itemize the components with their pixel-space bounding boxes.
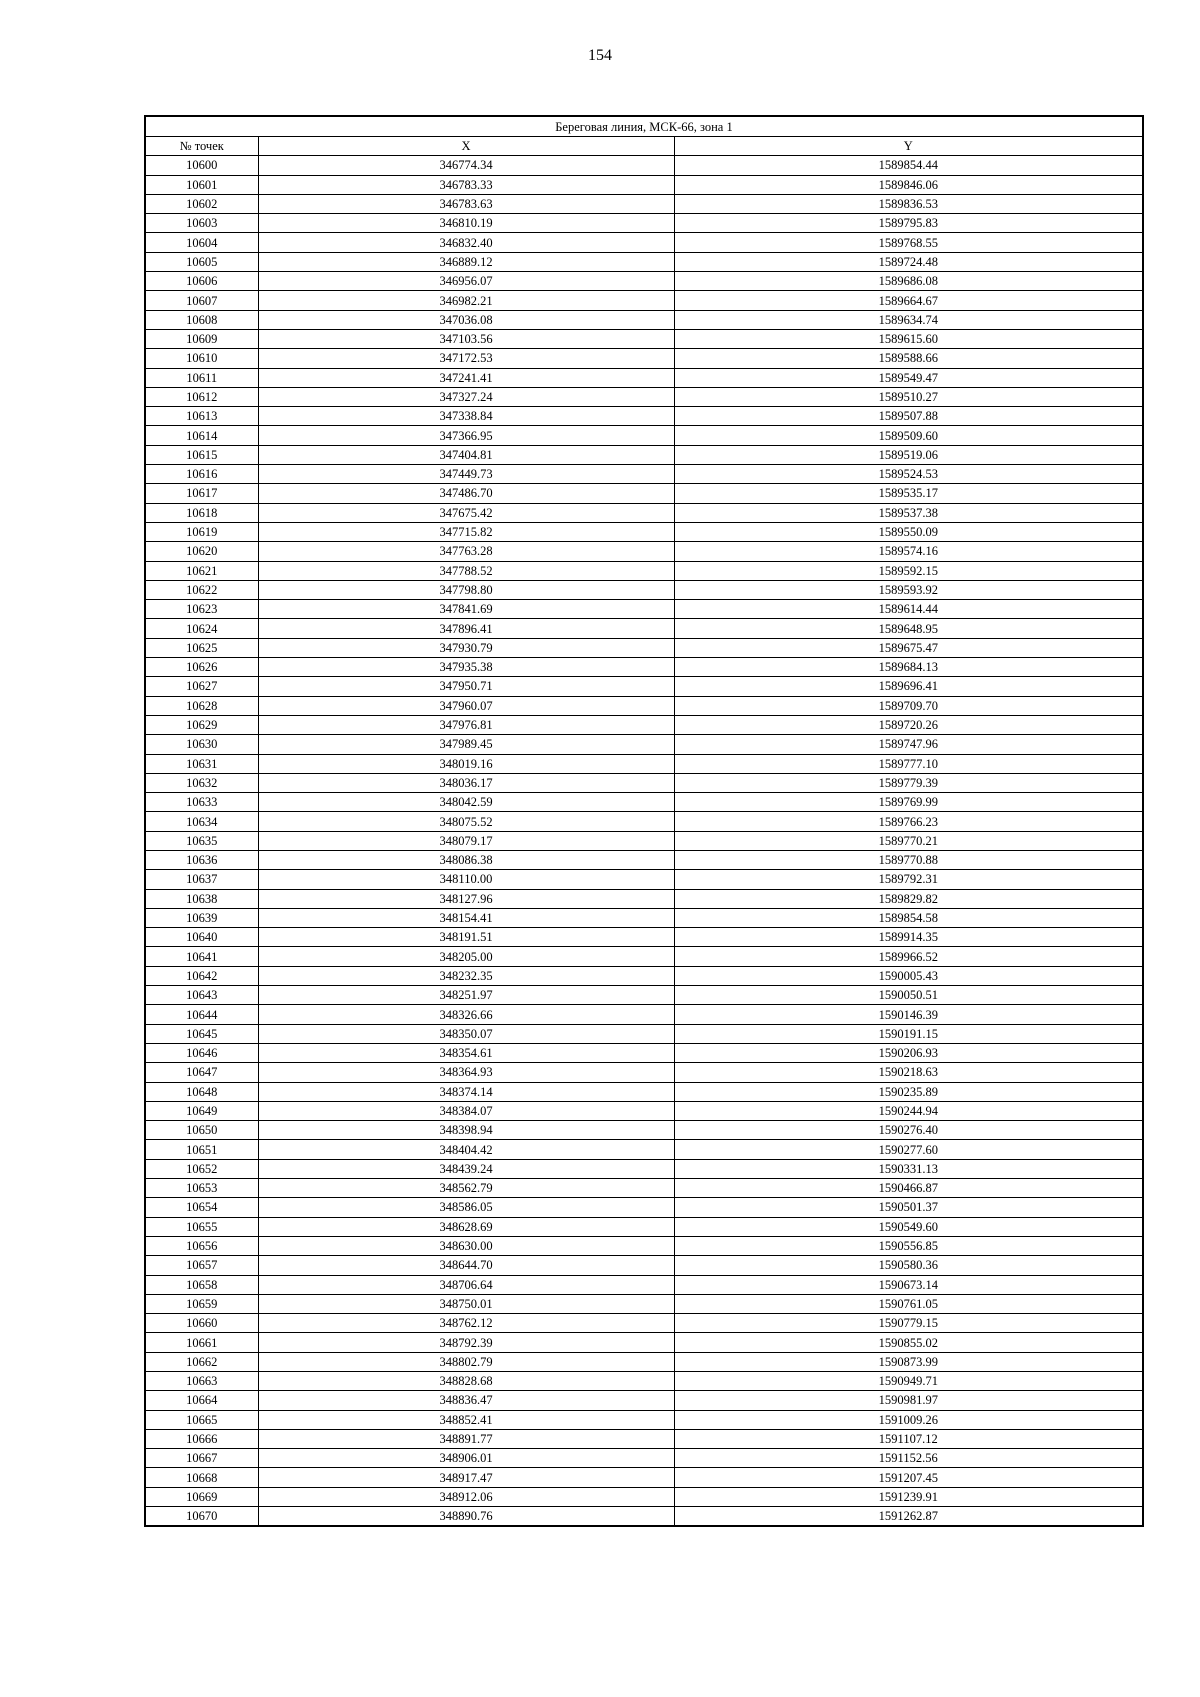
table-row: [145, 407, 1143, 426]
y-cell: 1589524.53: [674, 465, 1143, 484]
y-cell: 1590556.85: [674, 1236, 1143, 1255]
y-cell: 1590277.60: [674, 1140, 1143, 1159]
table-row: [145, 754, 1143, 773]
table-row: [145, 812, 1143, 831]
point-number-cell: 10602: [145, 194, 258, 213]
y-cell: 1589766.23: [674, 812, 1143, 831]
x-cell: 346783.33: [258, 175, 674, 194]
point-number-cell: 10617: [145, 484, 258, 503]
point-number-cell: 10604: [145, 233, 258, 252]
x-cell: 347327.24: [258, 387, 674, 406]
table-row: [145, 214, 1143, 233]
y-cell: 1589549.47: [674, 368, 1143, 387]
point-number-cell: 10627: [145, 677, 258, 696]
point-number-cell: 10668: [145, 1468, 258, 1487]
x-cell: 347103.56: [258, 329, 674, 348]
x-cell: 347798.80: [258, 580, 674, 599]
y-cell: 1589519.06: [674, 445, 1143, 464]
point-number-cell: 10647: [145, 1063, 258, 1082]
y-cell: 1591152.56: [674, 1449, 1143, 1468]
x-cell: 348852.41: [258, 1410, 674, 1429]
point-number-cell: 10646: [145, 1043, 258, 1062]
y-cell: 1590761.05: [674, 1294, 1143, 1313]
y-cell: 1590244.94: [674, 1101, 1143, 1120]
table-row: [145, 1449, 1143, 1468]
point-number-cell: 10621: [145, 561, 258, 580]
table-row: [145, 715, 1143, 734]
x-cell: 348917.47: [258, 1468, 674, 1487]
table-row: [145, 1082, 1143, 1101]
x-cell: 347950.71: [258, 677, 674, 696]
point-number-cell: 10657: [145, 1256, 258, 1275]
point-number-cell: 10619: [145, 522, 258, 541]
x-cell: 346956.07: [258, 272, 674, 291]
table-row: [145, 773, 1143, 792]
point-number-cell: 10637: [145, 870, 258, 889]
table-row: [145, 1429, 1143, 1448]
table-body: [145, 156, 1143, 1527]
table-row: [145, 542, 1143, 561]
table-row: [145, 1294, 1143, 1313]
table-row: [145, 947, 1143, 966]
point-number-cell: 10656: [145, 1236, 258, 1255]
x-cell: 347896.41: [258, 619, 674, 638]
caption-row: [145, 116, 1143, 137]
x-cell: 348086.38: [258, 850, 674, 869]
y-cell: 1589836.53: [674, 194, 1143, 213]
point-number-cell: 10639: [145, 908, 258, 927]
point-number-cell: 10611: [145, 368, 258, 387]
table-row: [145, 1256, 1143, 1275]
table-row: [145, 1140, 1143, 1159]
y-cell: 1589747.96: [674, 735, 1143, 754]
x-cell: 348836.47: [258, 1391, 674, 1410]
point-number-cell: 10638: [145, 889, 258, 908]
table-row: [145, 561, 1143, 580]
table-row: [145, 522, 1143, 541]
x-cell: 346783.63: [258, 194, 674, 213]
y-cell: 1590218.63: [674, 1063, 1143, 1082]
x-cell: 347715.82: [258, 522, 674, 541]
table-row: [145, 928, 1143, 947]
y-cell: 1590005.43: [674, 966, 1143, 985]
y-cell: 1589592.15: [674, 561, 1143, 580]
table-row: [145, 252, 1143, 271]
table-row: [145, 1159, 1143, 1178]
y-cell: 1591262.87: [674, 1507, 1143, 1527]
x-cell: 348127.96: [258, 889, 674, 908]
point-number-cell: 10614: [145, 426, 258, 445]
table-row: [145, 1236, 1143, 1255]
coordinates-table: [144, 115, 1144, 1527]
x-cell: 346832.40: [258, 233, 674, 252]
table-row: [145, 889, 1143, 908]
x-cell: 348906.01: [258, 1449, 674, 1468]
y-cell: 1589675.47: [674, 638, 1143, 657]
table-row: [145, 1487, 1143, 1506]
y-cell: 1590050.51: [674, 986, 1143, 1005]
y-cell: 1589966.52: [674, 947, 1143, 966]
x-cell: 348802.79: [258, 1352, 674, 1371]
point-number-cell: 10669: [145, 1487, 258, 1506]
y-cell: 1589768.55: [674, 233, 1143, 252]
y-cell: 1589574.16: [674, 542, 1143, 561]
x-cell: 347976.81: [258, 715, 674, 734]
table-row: [145, 677, 1143, 696]
table-head: [145, 116, 1143, 156]
header-y: Y: [674, 137, 1143, 156]
y-cell: 1589686.08: [674, 272, 1143, 291]
table-row: [145, 272, 1143, 291]
y-cell: 1590673.14: [674, 1275, 1143, 1294]
point-number-cell: 10651: [145, 1140, 258, 1159]
table-row: [145, 175, 1143, 194]
point-number-cell: 10664: [145, 1391, 258, 1410]
y-cell: 1589720.26: [674, 715, 1143, 734]
y-cell: 1590949.71: [674, 1372, 1143, 1391]
point-number-cell: 10615: [145, 445, 258, 464]
y-cell: 1589614.44: [674, 600, 1143, 619]
point-number-cell: 10658: [145, 1275, 258, 1294]
point-number-cell: 10630: [145, 735, 258, 754]
table-row: [145, 1468, 1143, 1487]
table-row: [145, 1101, 1143, 1120]
y-cell: 1589684.13: [674, 658, 1143, 677]
x-cell: 348706.64: [258, 1275, 674, 1294]
point-number-cell: 10665: [145, 1410, 258, 1429]
y-cell: 1589648.95: [674, 619, 1143, 638]
point-number-cell: 10601: [145, 175, 258, 194]
y-cell: 1591239.91: [674, 1487, 1143, 1506]
x-cell: 348890.76: [258, 1507, 674, 1527]
x-cell: 347788.52: [258, 561, 674, 580]
x-cell: 348205.00: [258, 947, 674, 966]
table-row: [145, 696, 1143, 715]
point-number-cell: 10663: [145, 1372, 258, 1391]
table-row: [145, 1507, 1143, 1527]
y-cell: 1589792.31: [674, 870, 1143, 889]
x-cell: 348792.39: [258, 1333, 674, 1352]
header-point-number: № точек: [145, 137, 258, 156]
point-number-cell: 10607: [145, 291, 258, 310]
point-number-cell: 10626: [145, 658, 258, 677]
x-cell: 348891.77: [258, 1429, 674, 1448]
x-cell: 348439.24: [258, 1159, 674, 1178]
y-cell: 1590146.39: [674, 1005, 1143, 1024]
x-cell: 346982.21: [258, 291, 674, 310]
x-cell: 347960.07: [258, 696, 674, 715]
table-row: [145, 503, 1143, 522]
x-cell: 348350.07: [258, 1024, 674, 1043]
point-number-cell: 10618: [145, 503, 258, 522]
table-row: [145, 638, 1143, 657]
table-row: [145, 600, 1143, 619]
table-caption: Береговая линия, МСК-66, зона 1: [145, 116, 1143, 137]
point-number-cell: 10625: [145, 638, 258, 657]
point-number-cell: 10605: [145, 252, 258, 271]
table-row: [145, 658, 1143, 677]
y-cell: 1589615.60: [674, 329, 1143, 348]
table-row: [145, 1005, 1143, 1024]
y-cell: 1590331.13: [674, 1159, 1143, 1178]
x-cell: 348042.59: [258, 793, 674, 812]
table-row: [145, 329, 1143, 348]
y-cell: 1589846.06: [674, 175, 1143, 194]
y-cell: 1591009.26: [674, 1410, 1143, 1429]
x-cell: 348232.35: [258, 966, 674, 985]
x-cell: 348110.00: [258, 870, 674, 889]
y-cell: 1591107.12: [674, 1429, 1143, 1448]
y-cell: 1589724.48: [674, 252, 1143, 271]
point-number-cell: 10642: [145, 966, 258, 985]
table-row: [145, 1217, 1143, 1236]
table-row: [145, 870, 1143, 889]
y-cell: 1589769.99: [674, 793, 1143, 812]
table-row: [145, 1410, 1143, 1429]
x-cell: 347172.53: [258, 349, 674, 368]
table-row: [145, 1275, 1143, 1294]
y-cell: 1590549.60: [674, 1217, 1143, 1236]
y-cell: 1589664.67: [674, 291, 1143, 310]
point-number-cell: 10640: [145, 928, 258, 947]
x-cell: 348326.66: [258, 1005, 674, 1024]
point-number-cell: 10653: [145, 1179, 258, 1198]
table-row: [145, 908, 1143, 927]
point-number-cell: 10624: [145, 619, 258, 638]
x-cell: 347763.28: [258, 542, 674, 561]
y-cell: 1589696.41: [674, 677, 1143, 696]
point-number-cell: 10644: [145, 1005, 258, 1024]
table-row: [145, 1352, 1143, 1371]
table-row: [145, 465, 1143, 484]
y-cell: 1589634.74: [674, 310, 1143, 329]
x-cell: 348251.97: [258, 986, 674, 1005]
point-number-cell: 10641: [145, 947, 258, 966]
x-cell: 347935.38: [258, 658, 674, 677]
table-row: [145, 1333, 1143, 1352]
table-row: [145, 986, 1143, 1005]
y-cell: 1590779.15: [674, 1314, 1143, 1333]
point-number-cell: 10623: [145, 600, 258, 619]
table-row: [145, 1179, 1143, 1198]
table-row: [145, 445, 1143, 464]
y-cell: 1590206.93: [674, 1043, 1143, 1062]
point-number-cell: 10632: [145, 773, 258, 792]
table-row: [145, 1121, 1143, 1140]
x-cell: 348191.51: [258, 928, 674, 947]
point-number-cell: 10650: [145, 1121, 258, 1140]
table-row: [145, 426, 1143, 445]
table-row: [145, 310, 1143, 329]
point-number-cell: 10616: [145, 465, 258, 484]
x-cell: 347675.42: [258, 503, 674, 522]
y-cell: 1590276.40: [674, 1121, 1143, 1140]
y-cell: 1589770.88: [674, 850, 1143, 869]
y-cell: 1589593.92: [674, 580, 1143, 599]
y-cell: 1589854.44: [674, 156, 1143, 175]
table-row: [145, 1198, 1143, 1217]
x-cell: 348154.41: [258, 908, 674, 927]
point-number-cell: 10612: [145, 387, 258, 406]
table-row: [145, 831, 1143, 850]
x-cell: 348628.69: [258, 1217, 674, 1236]
point-number-cell: 10670: [145, 1507, 258, 1527]
point-number-cell: 10608: [145, 310, 258, 329]
point-number-cell: 10662: [145, 1352, 258, 1371]
table-row: [145, 387, 1143, 406]
point-number-cell: 10622: [145, 580, 258, 599]
x-cell: 347241.41: [258, 368, 674, 387]
y-cell: 1590855.02: [674, 1333, 1143, 1352]
table-row: [145, 1372, 1143, 1391]
header-x: X: [258, 137, 674, 156]
point-number-cell: 10634: [145, 812, 258, 831]
point-number-cell: 10652: [145, 1159, 258, 1178]
y-cell: 1589509.60: [674, 426, 1143, 445]
x-cell: 347338.84: [258, 407, 674, 426]
x-cell: 346889.12: [258, 252, 674, 271]
point-number-cell: 10610: [145, 349, 258, 368]
x-cell: 348644.70: [258, 1256, 674, 1275]
x-cell: 348750.01: [258, 1294, 674, 1313]
y-cell: 1589795.83: [674, 214, 1143, 233]
x-cell: 348354.61: [258, 1043, 674, 1062]
point-number-cell: 10636: [145, 850, 258, 869]
point-number-cell: 10606: [145, 272, 258, 291]
x-cell: 348374.14: [258, 1082, 674, 1101]
x-cell: 348586.05: [258, 1198, 674, 1217]
header-row: [145, 137, 1143, 156]
table-row: [145, 1391, 1143, 1410]
point-number-cell: 10660: [145, 1314, 258, 1333]
y-cell: 1589770.21: [674, 831, 1143, 850]
y-cell: 1589550.09: [674, 522, 1143, 541]
x-cell: 347404.81: [258, 445, 674, 464]
table-row: [145, 291, 1143, 310]
point-number-cell: 10633: [145, 793, 258, 812]
point-number-cell: 10628: [145, 696, 258, 715]
point-number-cell: 10613: [145, 407, 258, 426]
point-number-cell: 10648: [145, 1082, 258, 1101]
y-cell: 1589779.39: [674, 773, 1143, 792]
y-cell: 1589535.17: [674, 484, 1143, 503]
table-row: [145, 735, 1143, 754]
x-cell: 348912.06: [258, 1487, 674, 1506]
y-cell: 1589588.66: [674, 349, 1143, 368]
y-cell: 1590191.15: [674, 1024, 1143, 1043]
x-cell: 347036.08: [258, 310, 674, 329]
point-number-cell: 10609: [145, 329, 258, 348]
y-cell: 1590981.97: [674, 1391, 1143, 1410]
point-number-cell: 10629: [145, 715, 258, 734]
point-number-cell: 10631: [145, 754, 258, 773]
y-cell: 1589854.58: [674, 908, 1143, 927]
point-number-cell: 10635: [145, 831, 258, 850]
point-number-cell: 10603: [145, 214, 258, 233]
table-row: [145, 619, 1143, 638]
point-number-cell: 10654: [145, 1198, 258, 1217]
x-cell: 348075.52: [258, 812, 674, 831]
point-number-cell: 10645: [145, 1024, 258, 1043]
table-row: [145, 1043, 1143, 1062]
y-cell: 1589709.70: [674, 696, 1143, 715]
table-row: [145, 850, 1143, 869]
y-cell: 1589914.35: [674, 928, 1143, 947]
point-number-cell: 10666: [145, 1429, 258, 1448]
y-cell: 1589510.27: [674, 387, 1143, 406]
x-cell: 347486.70: [258, 484, 674, 503]
x-cell: 348828.68: [258, 1372, 674, 1391]
table-row: [145, 368, 1143, 387]
point-number-cell: 10661: [145, 1333, 258, 1352]
point-number-cell: 10649: [145, 1101, 258, 1120]
x-cell: 348019.16: [258, 754, 674, 773]
y-cell: 1589537.38: [674, 503, 1143, 522]
x-cell: 346774.34: [258, 156, 674, 175]
point-number-cell: 10659: [145, 1294, 258, 1313]
x-cell: 347989.45: [258, 735, 674, 754]
x-cell: 348762.12: [258, 1314, 674, 1333]
y-cell: 1590580.36: [674, 1256, 1143, 1275]
x-cell: 347930.79: [258, 638, 674, 657]
y-cell: 1590235.89: [674, 1082, 1143, 1101]
table-row: [145, 156, 1143, 175]
x-cell: 346810.19: [258, 214, 674, 233]
y-cell: 1589507.88: [674, 407, 1143, 426]
point-number-cell: 10600: [145, 156, 258, 175]
y-cell: 1591207.45: [674, 1468, 1143, 1487]
point-number-cell: 10667: [145, 1449, 258, 1468]
table-row: [145, 580, 1143, 599]
point-number-cell: 10620: [145, 542, 258, 561]
x-cell: 348404.42: [258, 1140, 674, 1159]
y-cell: 1590501.37: [674, 1198, 1143, 1217]
x-cell: 348036.17: [258, 773, 674, 792]
x-cell: 348384.07: [258, 1101, 674, 1120]
x-cell: 347366.95: [258, 426, 674, 445]
table-row: [145, 233, 1143, 252]
table-row: [145, 1314, 1143, 1333]
point-number-cell: 10655: [145, 1217, 258, 1236]
y-cell: 1590466.87: [674, 1179, 1143, 1198]
table-row: [145, 1063, 1143, 1082]
table-row: [145, 349, 1143, 368]
table-row: [145, 194, 1143, 213]
x-cell: 348364.93: [258, 1063, 674, 1082]
x-cell: 348630.00: [258, 1236, 674, 1255]
table-row: [145, 966, 1143, 985]
table-row: [145, 1024, 1143, 1043]
table-row: [145, 793, 1143, 812]
table-row: [145, 484, 1143, 503]
y-cell: 1590873.99: [674, 1352, 1143, 1371]
y-cell: 1589829.82: [674, 889, 1143, 908]
x-cell: 347841.69: [258, 600, 674, 619]
x-cell: 347449.73: [258, 465, 674, 484]
point-number-cell: 10643: [145, 986, 258, 1005]
y-cell: 1589777.10: [674, 754, 1143, 773]
x-cell: 348079.17: [258, 831, 674, 850]
x-cell: 348562.79: [258, 1179, 674, 1198]
x-cell: 348398.94: [258, 1121, 674, 1140]
page-number: 154: [588, 47, 612, 64]
